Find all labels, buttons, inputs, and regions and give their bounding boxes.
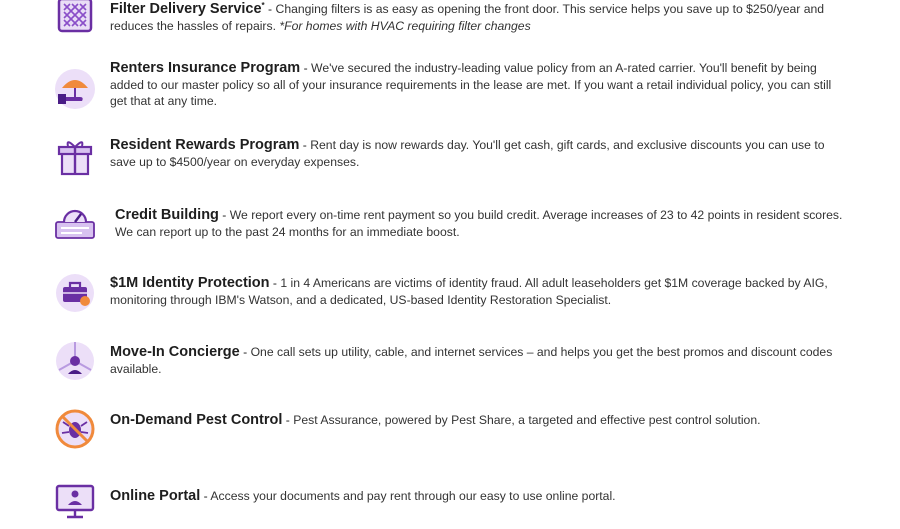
service-text [110, 60, 850, 110]
service-description: Changing filters is as easy as opening the front door. This service helps you save up to $250/year and reduces the hassles of repairs. [110, 2, 825, 33]
service-description: Pest Assurance, powered by Pest Share, a targeted and effective pest control solution. [293, 413, 761, 427]
service-title: Renters Insurance Program [110, 60, 301, 76]
service-description: Access your documents and pay rent through our easy to use online portal. [210, 489, 616, 503]
monitor-portal-icon [52, 478, 98, 524]
service-description: Rent day is now rewards day. You'll get cash, gift cards, and exclusive discounts you can use to save up to $4500/year on everyday expenses. [110, 138, 825, 169]
service-separator: - [269, 276, 281, 290]
service-description: We report every on-time rent payment so you build credit. Average increases of 23 to 42 points in resident scores. We can report up to the past 24 months for an immediate boost. [115, 208, 843, 239]
service-description: 1 in 4 Americans are victims of identity fraud. All adult leaseholders get $1M coverage backed by AIG, monitoring through IBM's Watson, and a dedicated, US-based Identity Restoration Specialist. [110, 276, 828, 307]
service-text [110, 488, 850, 505]
gift-icon [52, 134, 98, 180]
filter-grid-icon [52, 0, 98, 40]
service-separator: - [200, 489, 211, 503]
service-separator: - [239, 345, 251, 359]
service-separator: - [299, 138, 311, 152]
service-title-mark: * [261, 1, 265, 10]
service-title: Move-In Concierge [110, 344, 240, 360]
service-separator: - [264, 2, 276, 17]
service-separator: - [218, 208, 230, 222]
service-title: Credit Building [115, 207, 219, 223]
concierge-icon [52, 338, 98, 384]
service-title: On-Demand Pest Control [110, 412, 283, 428]
service-description: One call sets up utility, cable, and internet services – and helps you get the best promos and discount codes available. [110, 345, 833, 376]
service-text [110, 137, 850, 170]
service-title: $1M Identity Protection [110, 275, 270, 291]
credit-gauge-icon [52, 202, 98, 248]
service-title: Online Portal [110, 488, 201, 504]
no-pest-icon [52, 406, 98, 452]
service-text [110, 412, 850, 429]
service-separator: - [300, 61, 312, 75]
service-title: Resident Rewards Program [110, 137, 300, 153]
service-text [110, 275, 850, 308]
service-description: We've secured the industry-leading value policy from an A-rated carrier. You'll benefit by being added to our master policy so all of your insurance requirements in the lease are met. If you want a retail individual policy, you can still get that at any time. [110, 61, 832, 108]
umbrella-hand-icon [52, 66, 98, 112]
service-title: Filter Delivery Service [110, 1, 262, 18]
service-separator: - [282, 413, 294, 427]
service-text [115, 207, 855, 240]
service-text [110, 344, 850, 377]
identity-briefcase-icon [52, 270, 98, 316]
service-text [110, 0, 850, 34]
service-note: *For homes with HVAC requiring filter changes [279, 18, 531, 33]
